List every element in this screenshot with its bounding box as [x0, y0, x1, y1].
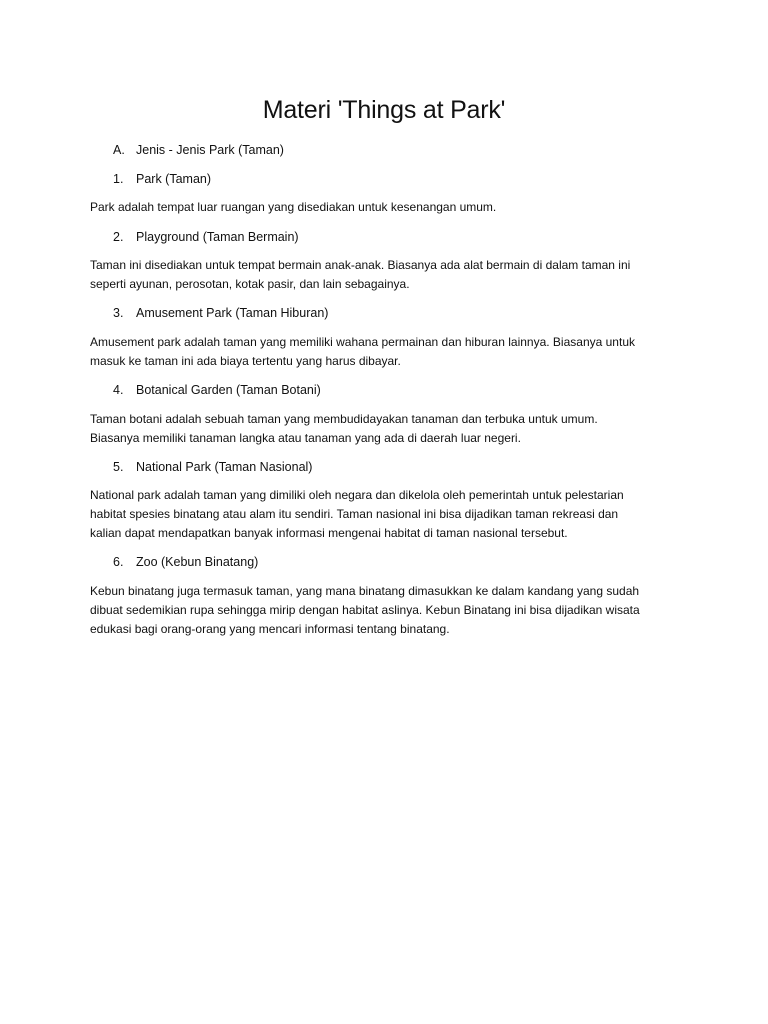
- item-heading-label: National Park (Taman Nasional): [136, 460, 313, 474]
- section-marker: A.: [113, 143, 125, 157]
- paragraph-line: Amusement park adalah taman yang memiliki wahana permainan dan hiburan lainnya. Biasanya untuk: [90, 335, 635, 349]
- paragraph-line: Park adalah tempat luar ruangan yang disediakan untuk kesenangan umum.: [90, 200, 497, 214]
- item-heading-label: Zoo (Kebun Binatang): [136, 555, 259, 569]
- item-heading-5: [113, 458, 312, 476]
- item-number: 2.: [113, 230, 124, 244]
- item-number: 4.: [113, 383, 124, 397]
- item-paragraph-4: [90, 410, 680, 448]
- item-number: 5.: [113, 460, 124, 474]
- item-heading-label: Playground (Taman Bermain): [136, 230, 299, 244]
- paragraph-line: National park adalah taman yang dimiliki oleh negara dan dikelola oleh pemerintah untuk pelestarian: [90, 488, 624, 502]
- section-label: Jenis - Jenis Park (Taman): [136, 143, 284, 157]
- item-heading-label: Park (Taman): [136, 172, 212, 186]
- item-paragraph-3: [90, 333, 680, 371]
- item-paragraph-2: [90, 256, 680, 294]
- section-heading-a: [113, 141, 284, 159]
- paragraph-line: Taman botani adalah sebuah taman yang membudidayakan tanaman dan terbuka untuk umum.: [90, 412, 598, 426]
- item-number: 6.: [113, 555, 124, 569]
- paragraph-line: kalian dapat mendapatkan banyak informasi mengenai habitat di taman nasional tersebut.: [90, 526, 568, 540]
- item-paragraph-1: [90, 198, 680, 217]
- paragraph-line: Taman ini disediakan untuk tempat bermain anak-anak. Biasanya ada alat bermain di dalam taman ini: [90, 258, 631, 272]
- paragraph-line: seperti ayunan, perosotan, kotak pasir, dan lain sebagainya.: [90, 277, 410, 291]
- item-heading-label: Botanical Garden (Taman Botani): [136, 383, 321, 397]
- paragraph-line: Biasanya memiliki tanaman langka atau tanaman yang ada di daerah luar negeri.: [90, 431, 521, 445]
- paragraph-line: habitat spesies binatang atau alam itu sendiri. Taman nasional ini bisa dijadikan taman rekreasi dan: [90, 507, 619, 521]
- page-title: Materi 'Things at Park': [262, 96, 506, 124]
- paragraph-line: dibuat sedemikian rupa sehingga mirip dengan habitat aslinya. Kebun Binatang ini bisa dijadikan wisata: [90, 603, 640, 617]
- item-paragraph-5: [90, 486, 680, 543]
- item-number: 1.: [113, 172, 124, 186]
- item-heading-2: [113, 228, 299, 246]
- item-heading-label: Amusement Park (Taman Hiburan): [136, 306, 329, 320]
- paragraph-line: Kebun binatang juga termasuk taman, yang mana binatang dimasukkan ke dalam kandang yang sudah: [90, 584, 640, 598]
- paragraph-line: edukasi bagi orang-orang yang mencari informasi tentang binatang.: [90, 622, 450, 636]
- paragraph-line: masuk ke taman ini ada biaya tertentu yang harus dibayar.: [90, 354, 401, 368]
- item-heading-1: [113, 170, 211, 188]
- item-heading-3: [113, 304, 328, 322]
- item-heading-4: [113, 381, 321, 399]
- item-paragraph-6: [90, 582, 680, 639]
- item-heading-6: [113, 553, 258, 571]
- item-number: 3.: [113, 306, 124, 320]
